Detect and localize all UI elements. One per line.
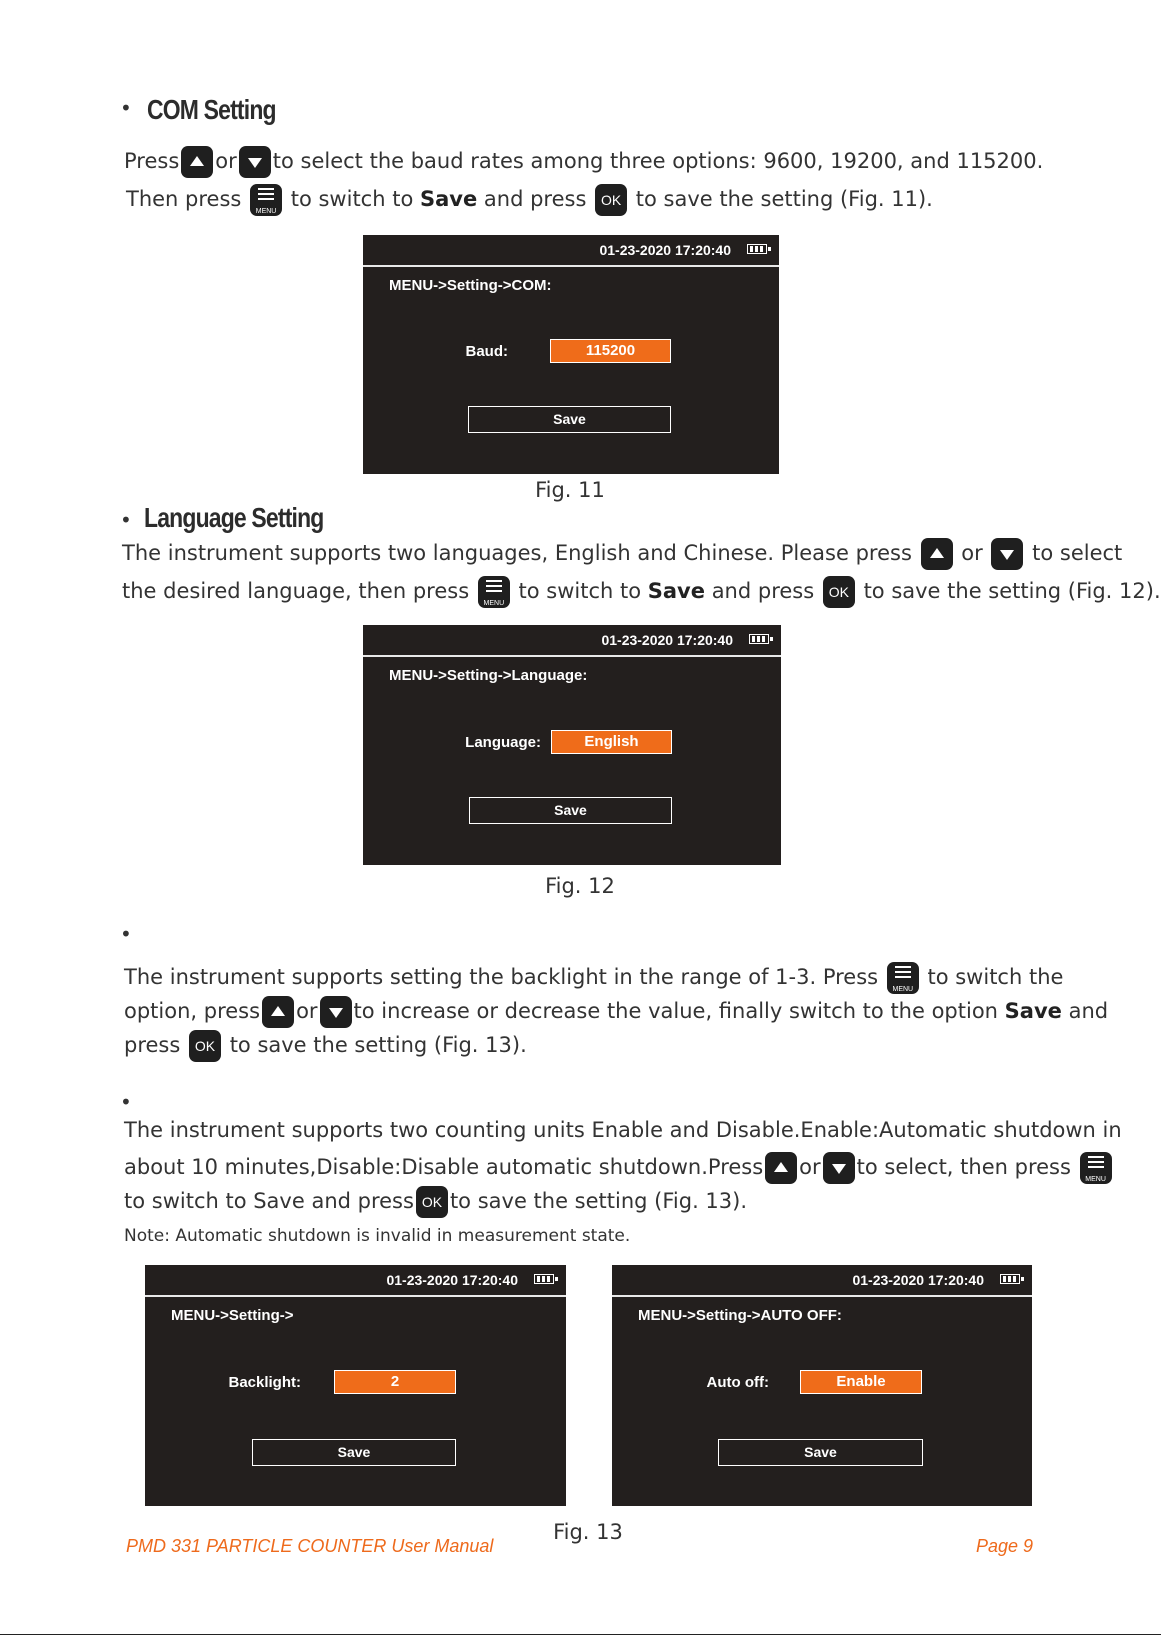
backlight-value: 2 xyxy=(334,1370,456,1394)
screen-status-bar xyxy=(612,1265,1032,1297)
battery-icon xyxy=(747,244,767,254)
language-value: English xyxy=(551,730,672,754)
menu-path: MENU->Setting->Language: xyxy=(389,667,588,684)
ok-key-icon: OK xyxy=(595,184,627,216)
up-arrow-key-icon xyxy=(921,538,953,570)
datetime: 01-23-2020 17:20:40 xyxy=(852,1272,984,1288)
up-arrow-key-icon xyxy=(181,146,213,178)
com-screen-figure xyxy=(363,235,779,474)
screen-status-bar xyxy=(363,625,781,657)
battery-icon xyxy=(749,634,769,644)
footer-page-number: Page 9 xyxy=(975,1536,1033,1556)
section-heading-language: Language Setting xyxy=(144,502,324,533)
language-instruction-line-1: The instrument supports two languages, English and Chinese. Please press or to select xyxy=(122,538,1122,570)
menu-key-icon: MENU xyxy=(250,184,282,216)
battery-icon xyxy=(534,1274,554,1284)
backlight-instruction-line-2: option, press or to increase or decrease the value, finally switch to the option Save and xyxy=(124,996,1108,1028)
menu-path: MENU->Setting-> xyxy=(171,1307,294,1324)
save-button: Save xyxy=(468,406,671,433)
note: Note: Automatic shutdown is invalid in measurement state. xyxy=(124,1226,631,1246)
up-arrow-key-icon xyxy=(262,996,294,1028)
ok-key-icon: OK xyxy=(823,576,855,608)
figure-caption: Fig. 12 xyxy=(545,874,615,898)
bullet: • xyxy=(120,96,132,120)
up-arrow-key-icon xyxy=(765,1152,797,1184)
datetime: 01-23-2020 17:20:40 xyxy=(386,1272,518,1288)
bullet: • xyxy=(120,1090,132,1114)
backlight-instruction-line-3: press OK to save the setting (Fig. 13). xyxy=(124,1030,527,1062)
datetime: 01-23-2020 17:20:40 xyxy=(599,242,731,258)
menu-key-icon: MENU xyxy=(887,962,919,994)
bullet: • xyxy=(120,922,132,946)
save-button: Save xyxy=(252,1439,456,1466)
figure-caption: Fig. 11 xyxy=(535,478,605,502)
backlight-screen-figure xyxy=(145,1265,566,1506)
baud-value: 115200 xyxy=(550,339,671,363)
footer-manual-title: PMD 331 PARTICLE COUNTER User Manual xyxy=(126,1536,494,1556)
menu-path: MENU->Setting->AUTO OFF: xyxy=(638,1307,842,1324)
autooff-value: Enable xyxy=(800,1370,922,1394)
com-instruction-line-2: Then press MENU to switch to Save and press OK to save the setting (Fig. 11). xyxy=(126,184,933,216)
down-arrow-key-icon xyxy=(239,146,271,178)
battery-icon xyxy=(1000,1274,1020,1284)
language-instruction-line-2: the desired language, then press MENU to switch to Save and press OK to save the setting (Fig. 12). xyxy=(122,576,1161,608)
datetime: 01-23-2020 17:20:40 xyxy=(601,632,733,648)
field-label: Backlight: xyxy=(228,1374,301,1391)
screen-status-bar xyxy=(145,1265,566,1297)
ok-key-icon: OK xyxy=(416,1186,448,1218)
language-screen-figure xyxy=(363,625,781,865)
figure-caption: Fig. 13 xyxy=(553,1520,623,1544)
autooff-screen-figure xyxy=(612,1265,1032,1506)
section-heading-com: COM Setting xyxy=(147,94,276,125)
com-instruction-line-1: Press or to select the baud rates among three options: 9600, 19200, and 115200. xyxy=(124,146,1043,178)
field-label: Auto off: xyxy=(706,1374,769,1391)
page-bottom-rule xyxy=(0,1634,1161,1635)
screen-status-bar xyxy=(363,235,779,267)
down-arrow-key-icon xyxy=(320,996,352,1028)
menu-key-icon: MENU xyxy=(478,576,510,608)
autooff-instruction-line-2: about 10 minutes,Disable:Disable automatic shutdown.Press or to select, then press MENU xyxy=(124,1152,1114,1184)
save-button: Save xyxy=(469,797,672,824)
field-label: Baud: xyxy=(465,343,508,360)
bullet: • xyxy=(120,508,132,532)
save-button: Save xyxy=(718,1439,923,1466)
field-label: Language: xyxy=(465,734,541,751)
autooff-instruction-line-1: The instrument supports two counting units Enable and Disable.Enable:Automatic shutdown in xyxy=(124,1118,1122,1142)
down-arrow-key-icon xyxy=(991,538,1023,570)
menu-path: MENU->Setting->COM: xyxy=(389,277,552,294)
autooff-instruction-line-3: to switch to Save and press OK to save the setting (Fig. 13). xyxy=(124,1186,747,1218)
down-arrow-key-icon xyxy=(823,1152,855,1184)
backlight-instruction-line-1: The instrument supports setting the backlight in the range of 1-3. Press MENU to switch the xyxy=(124,962,1063,994)
ok-key-icon: OK xyxy=(189,1030,221,1062)
menu-key-icon: MENU xyxy=(1080,1152,1112,1184)
